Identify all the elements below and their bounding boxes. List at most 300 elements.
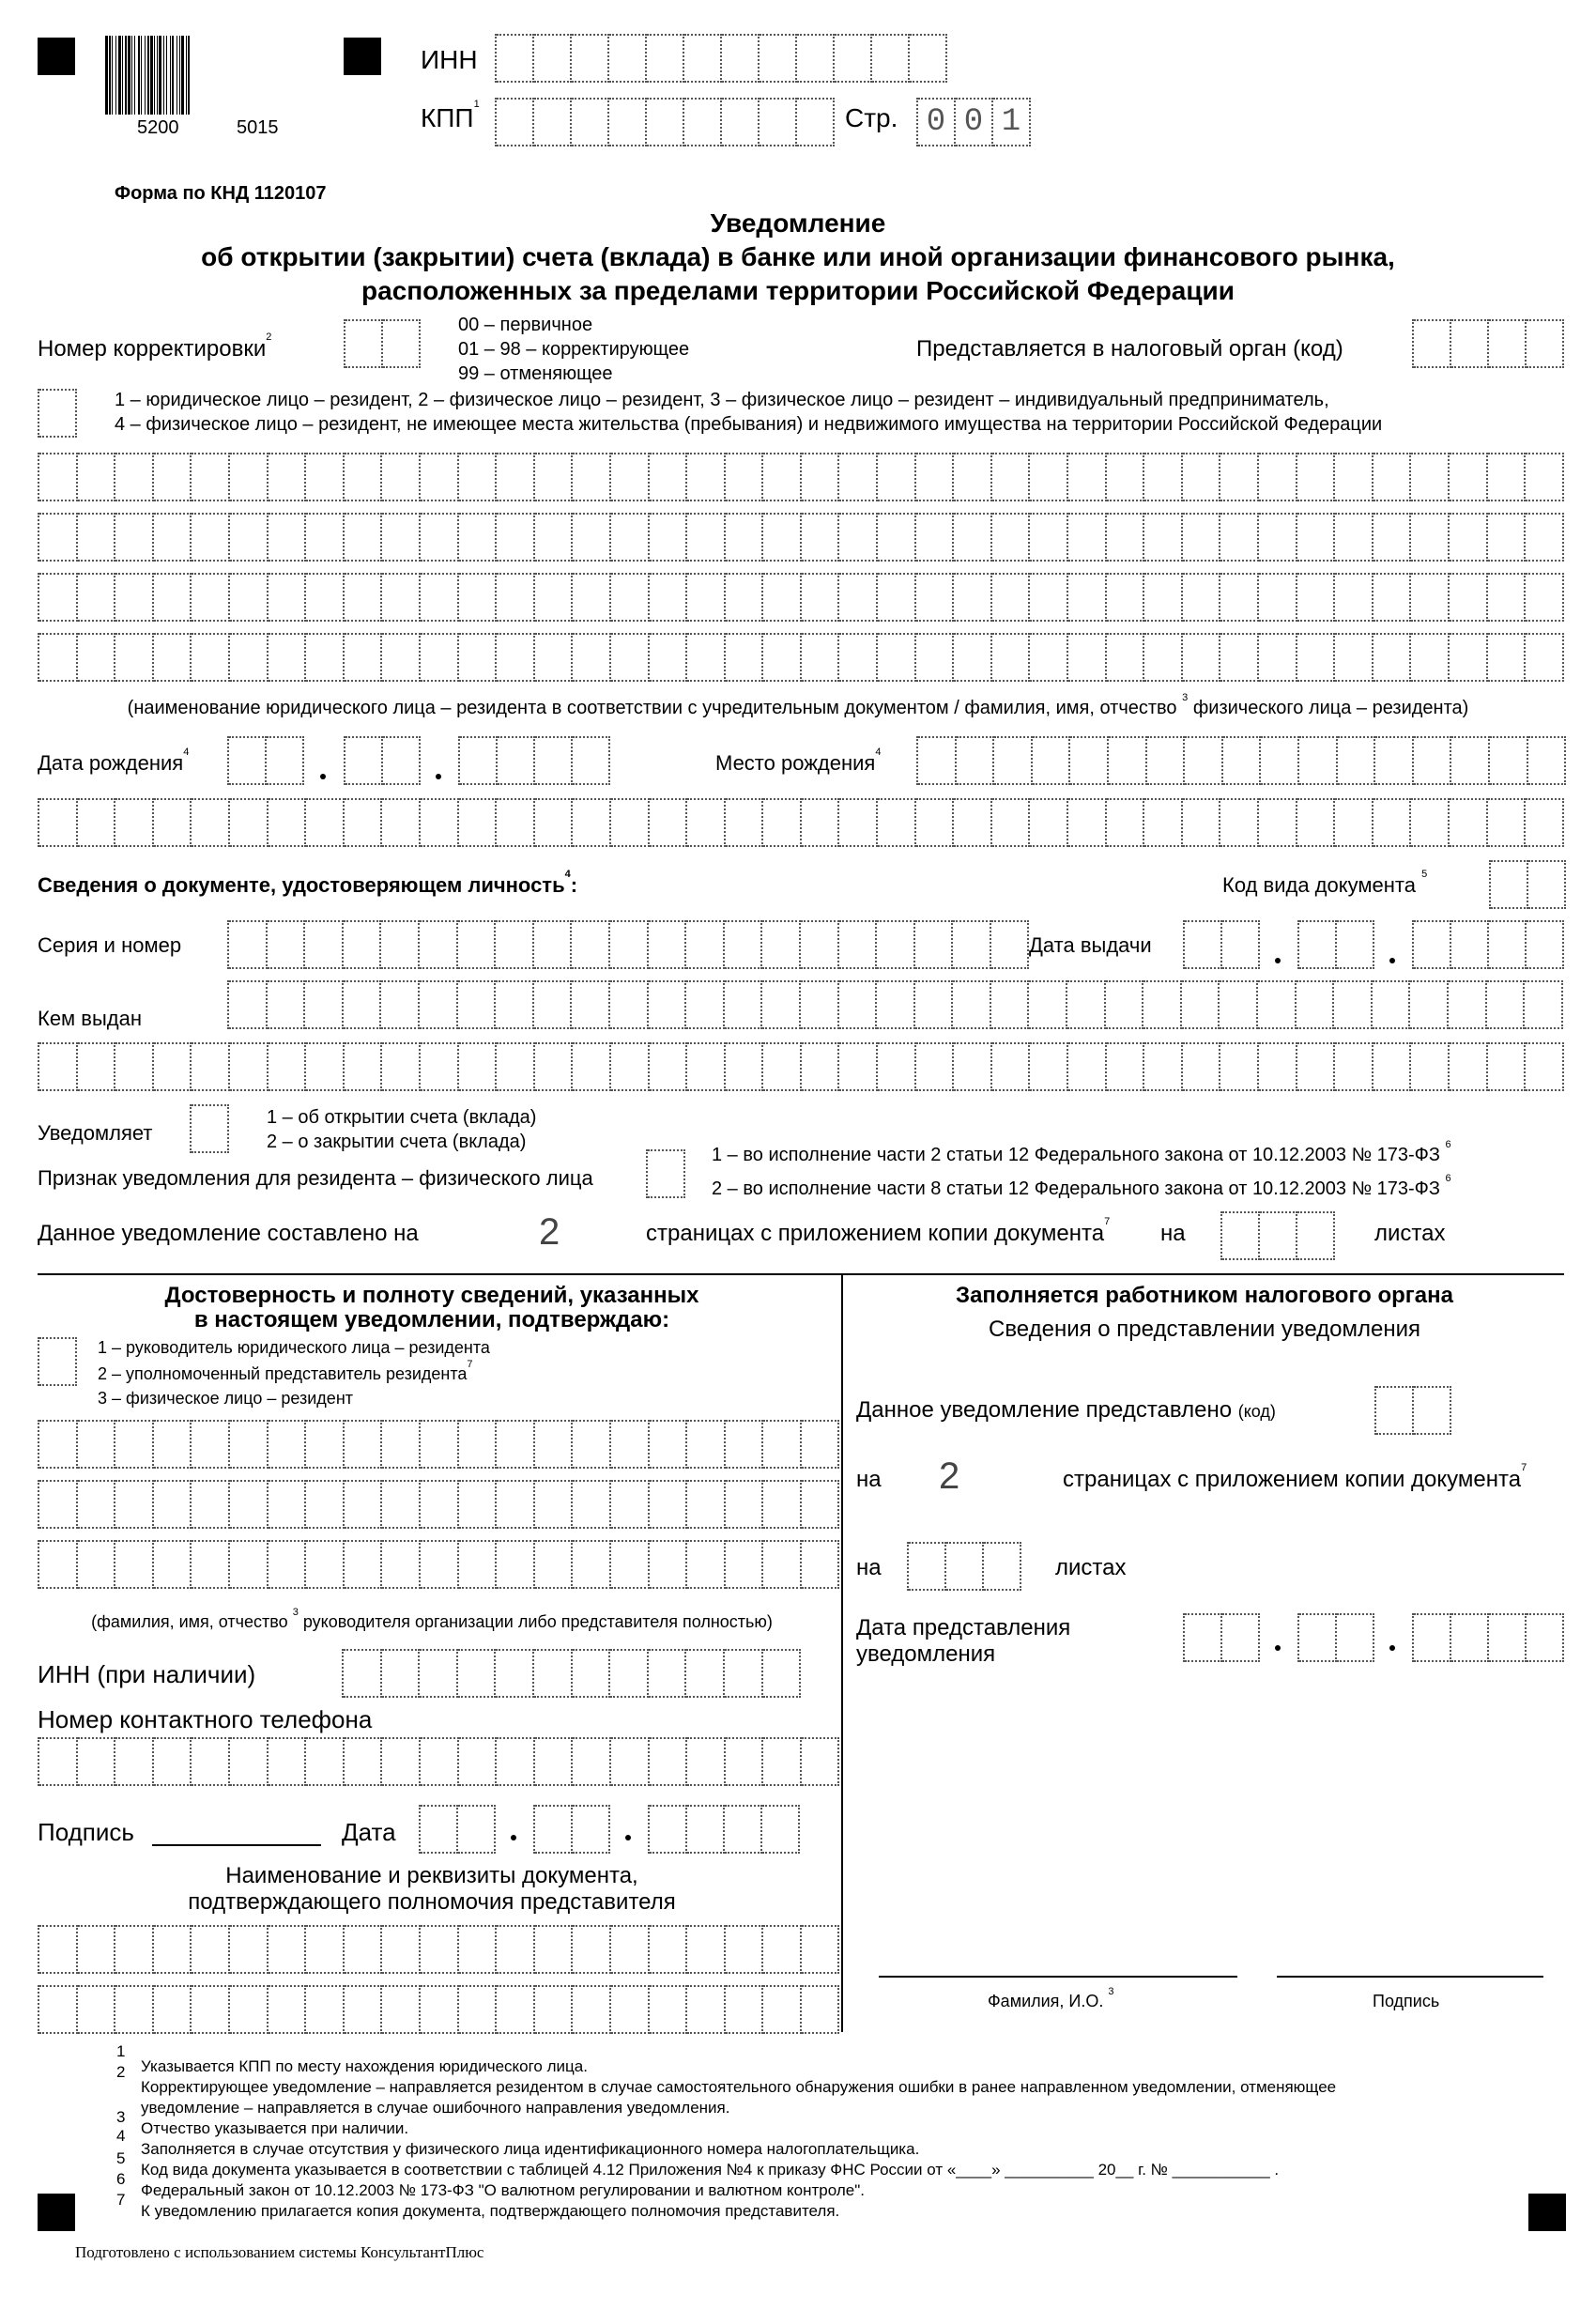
cell[interactable] — [1067, 980, 1106, 1029]
cell[interactable] — [459, 1540, 498, 1589]
tax-org-code-field[interactable] — [1412, 319, 1564, 368]
cell[interactable] — [802, 453, 840, 501]
cell[interactable] — [192, 1540, 230, 1589]
cell[interactable] — [1107, 1042, 1145, 1091]
cell[interactable] — [421, 798, 459, 847]
cell[interactable] — [802, 633, 840, 682]
cell[interactable] — [1182, 980, 1220, 1029]
cell[interactable] — [382, 633, 421, 682]
cell[interactable] — [1451, 920, 1489, 969]
cell[interactable] — [878, 1042, 916, 1091]
cell[interactable] — [802, 1737, 840, 1786]
cell[interactable] — [421, 1480, 459, 1529]
cell[interactable] — [1411, 513, 1450, 562]
cell[interactable] — [991, 920, 1030, 969]
cell[interactable] — [684, 98, 722, 146]
right-year-field[interactable] — [1412, 1613, 1564, 1662]
cell[interactable] — [269, 453, 307, 501]
cell[interactable] — [1299, 920, 1337, 969]
cell[interactable] — [230, 513, 269, 562]
cell[interactable] — [459, 1042, 498, 1091]
cell[interactable] — [684, 34, 722, 83]
cell[interactable] — [78, 1042, 116, 1091]
name-row-1[interactable] — [38, 453, 1564, 501]
cell[interactable] — [39, 1042, 78, 1091]
cell[interactable] — [573, 1042, 611, 1091]
cell[interactable] — [573, 513, 611, 562]
cell[interactable] — [535, 736, 573, 785]
cell[interactable] — [460, 736, 498, 785]
cell[interactable] — [1030, 513, 1068, 562]
cell[interactable] — [421, 1042, 459, 1091]
cell[interactable] — [611, 633, 650, 682]
cell[interactable] — [1490, 736, 1528, 785]
cell[interactable] — [192, 1420, 230, 1469]
cell[interactable] — [909, 1542, 946, 1591]
cell[interactable] — [1527, 920, 1564, 969]
cell[interactable] — [39, 1925, 78, 1974]
issued-by-row-1[interactable] — [227, 980, 1563, 1029]
cell[interactable] — [1450, 573, 1488, 622]
cell[interactable] — [611, 453, 650, 501]
cell[interactable] — [1106, 980, 1144, 1029]
cell[interactable] — [839, 1042, 878, 1091]
cell[interactable] — [154, 513, 192, 562]
sign-day-field[interactable] — [419, 1805, 496, 1854]
cell[interactable] — [1144, 513, 1183, 562]
cell[interactable] — [458, 1805, 496, 1854]
cell[interactable] — [610, 920, 649, 969]
cell[interactable] — [39, 1480, 78, 1529]
cell[interactable] — [420, 1649, 458, 1698]
cell[interactable] — [230, 1042, 269, 1091]
cell[interactable] — [915, 920, 954, 969]
cell[interactable] — [535, 453, 574, 501]
cell[interactable] — [230, 1420, 269, 1469]
cell[interactable] — [1222, 1613, 1260, 1662]
cell[interactable] — [918, 736, 957, 785]
cell[interactable] — [687, 1540, 726, 1589]
cell[interactable] — [1109, 736, 1147, 785]
cell[interactable] — [726, 1480, 764, 1529]
cell[interactable] — [421, 1540, 459, 1589]
cell[interactable] — [78, 513, 116, 562]
signature-line[interactable] — [152, 1844, 321, 1846]
cell[interactable] — [835, 34, 872, 83]
cell[interactable]: 0 — [918, 98, 956, 146]
cell[interactable] — [1261, 736, 1299, 785]
cell[interactable] — [1144, 633, 1183, 682]
cell[interactable] — [611, 1420, 650, 1469]
authority-doc-row-2[interactable] — [38, 1985, 839, 2034]
name-row-2[interactable] — [38, 513, 1564, 562]
cell[interactable] — [115, 1737, 154, 1786]
cell[interactable] — [381, 980, 420, 1029]
cell[interactable] — [763, 573, 802, 622]
cell[interactable] — [872, 34, 910, 83]
cell[interactable] — [1337, 920, 1374, 969]
cell[interactable] — [497, 798, 535, 847]
birth-place-row-1[interactable] — [916, 736, 1566, 785]
cell[interactable] — [839, 798, 878, 847]
cell[interactable] — [609, 34, 647, 83]
cell[interactable] — [1183, 513, 1221, 562]
cell[interactable] — [229, 980, 268, 1029]
cell[interactable] — [1373, 798, 1412, 847]
cell[interactable] — [649, 980, 687, 1029]
cell[interactable] — [382, 1540, 421, 1589]
cell[interactable] — [534, 98, 572, 146]
cell[interactable] — [269, 1420, 307, 1469]
cell[interactable] — [760, 34, 797, 83]
cell[interactable] — [382, 798, 421, 847]
cell[interactable] — [535, 1985, 574, 2034]
cell[interactable] — [611, 1925, 650, 1974]
cell[interactable] — [345, 736, 383, 785]
cell[interactable] — [946, 1542, 984, 1591]
cell[interactable] — [1183, 798, 1221, 847]
cell[interactable] — [381, 920, 420, 969]
cell[interactable] — [459, 633, 498, 682]
cell[interactable] — [115, 1042, 154, 1091]
cell[interactable] — [39, 1737, 78, 1786]
cell[interactable] — [497, 1042, 535, 1091]
cell[interactable] — [954, 633, 992, 682]
cell[interactable] — [78, 1925, 116, 1974]
cell[interactable] — [345, 1985, 383, 2034]
authority-doc-row-1[interactable] — [38, 1925, 839, 1974]
cell[interactable] — [726, 1985, 764, 2034]
cell[interactable] — [802, 1540, 840, 1589]
cell[interactable] — [1220, 513, 1259, 562]
cell[interactable] — [687, 513, 726, 562]
cell[interactable] — [382, 1420, 421, 1469]
correction-number-field[interactable] — [344, 319, 421, 368]
cell[interactable] — [1527, 319, 1564, 368]
cell[interactable] — [39, 573, 78, 622]
cell[interactable] — [1376, 1386, 1414, 1435]
cell[interactable] — [801, 920, 839, 969]
cell[interactable] — [611, 513, 650, 562]
cell[interactable] — [649, 1649, 687, 1698]
cell[interactable] — [726, 1925, 764, 1974]
cell[interactable] — [611, 573, 650, 622]
cell[interactable] — [763, 453, 802, 501]
cell[interactable] — [1220, 798, 1259, 847]
officer-signature-line[interactable] — [1277, 1976, 1543, 1978]
cell[interactable] — [78, 453, 116, 501]
cell[interactable] — [345, 573, 383, 622]
cell[interactable] — [1489, 920, 1527, 969]
cell[interactable] — [763, 1925, 802, 1974]
cell[interactable] — [1414, 1386, 1451, 1435]
cell[interactable] — [763, 798, 802, 847]
cell[interactable] — [1068, 633, 1107, 682]
cell[interactable] — [610, 980, 649, 1029]
cell[interactable] — [647, 98, 684, 146]
cell[interactable] — [763, 1480, 802, 1529]
cell[interactable] — [458, 920, 497, 969]
cell[interactable] — [268, 980, 306, 1029]
cell[interactable] — [306, 1925, 345, 1974]
cell[interactable] — [910, 34, 947, 83]
issue-year-field[interactable] — [1412, 920, 1564, 969]
cell[interactable] — [573, 1480, 611, 1529]
cell[interactable] — [1030, 798, 1068, 847]
cell[interactable] — [421, 633, 459, 682]
page-number-field[interactable] — [916, 98, 1031, 146]
cell[interactable] — [992, 798, 1031, 847]
cell[interactable] — [306, 573, 345, 622]
cell[interactable] — [1259, 453, 1297, 501]
cell[interactable] — [1033, 736, 1071, 785]
cell[interactable] — [421, 1985, 459, 2034]
cell[interactable] — [878, 573, 916, 622]
cell[interactable] — [459, 513, 498, 562]
cell[interactable] — [230, 1480, 269, 1529]
cell[interactable] — [1528, 860, 1566, 909]
cell[interactable] — [1491, 860, 1528, 909]
birth-day-field[interactable] — [227, 736, 304, 785]
cell[interactable] — [763, 1540, 802, 1589]
cell[interactable] — [802, 798, 840, 847]
cell[interactable] — [1489, 1613, 1527, 1662]
cell[interactable] — [1338, 736, 1376, 785]
cell[interactable] — [610, 1649, 649, 1698]
cell[interactable] — [458, 980, 497, 1029]
series-number-field[interactable] — [227, 920, 1029, 969]
cell[interactable] — [878, 453, 916, 501]
cell[interactable] — [39, 1985, 78, 2034]
cell[interactable] — [345, 1737, 383, 1786]
cell[interactable] — [1451, 319, 1489, 368]
cell[interactable] — [650, 453, 688, 501]
cell[interactable] — [230, 1985, 269, 2034]
cell[interactable] — [421, 1925, 459, 1974]
cell[interactable] — [763, 1420, 802, 1469]
cell[interactable] — [421, 513, 459, 562]
cell[interactable] — [192, 1480, 230, 1529]
issue-day-field[interactable] — [1183, 920, 1260, 969]
cell[interactable] — [535, 798, 574, 847]
cell[interactable] — [115, 573, 154, 622]
cell[interactable] — [382, 1649, 421, 1698]
cell[interactable] — [1297, 573, 1336, 622]
cell[interactable] — [192, 1925, 230, 1974]
cell[interactable] — [687, 573, 726, 622]
cell[interactable] — [573, 798, 611, 847]
cell[interactable] — [192, 1737, 230, 1786]
cell[interactable] — [1414, 1613, 1451, 1662]
cell[interactable] — [1411, 573, 1450, 622]
cell[interactable] — [1488, 633, 1527, 682]
cell[interactable] — [1029, 980, 1067, 1029]
cell[interactable] — [192, 1104, 229, 1153]
right-day-field[interactable] — [1183, 1613, 1260, 1662]
cell[interactable] — [878, 633, 916, 682]
cell[interactable] — [1488, 798, 1527, 847]
cell[interactable] — [1220, 980, 1258, 1029]
cell[interactable] — [78, 1540, 116, 1589]
cell[interactable] — [797, 34, 835, 83]
cell[interactable] — [726, 1737, 764, 1786]
birth-month-field[interactable] — [344, 736, 421, 785]
cell[interactable] — [1259, 633, 1297, 682]
cell[interactable] — [267, 736, 304, 785]
cell[interactable] — [916, 633, 955, 682]
cell[interactable] — [1451, 736, 1490, 785]
cell[interactable] — [459, 573, 498, 622]
cell[interactable] — [115, 1540, 154, 1589]
cell[interactable] — [497, 573, 535, 622]
cell[interactable] — [802, 1985, 840, 2034]
cell[interactable] — [1373, 1042, 1412, 1091]
cell[interactable] — [497, 1420, 535, 1469]
cell[interactable] — [269, 633, 307, 682]
cell[interactable] — [1299, 1613, 1337, 1662]
cell[interactable] — [916, 453, 955, 501]
cell[interactable] — [306, 1540, 345, 1589]
cell[interactable] — [801, 980, 839, 1029]
cell[interactable] — [1144, 573, 1183, 622]
cell[interactable] — [650, 1737, 688, 1786]
cell[interactable] — [1528, 736, 1567, 785]
cell[interactable] — [497, 513, 535, 562]
cell[interactable] — [1375, 736, 1414, 785]
cell[interactable] — [1107, 513, 1145, 562]
cell[interactable] — [1450, 798, 1488, 847]
cell[interactable] — [305, 980, 344, 1029]
signer-name-row-3[interactable] — [38, 1540, 839, 1589]
cell[interactable] — [115, 1480, 154, 1529]
cell[interactable] — [154, 1042, 192, 1091]
cell[interactable] — [762, 1805, 800, 1854]
cell[interactable] — [535, 1540, 574, 1589]
cell[interactable] — [573, 1737, 611, 1786]
cell[interactable] — [954, 1042, 992, 1091]
cell[interactable] — [535, 573, 574, 622]
cell[interactable] — [1450, 513, 1488, 562]
cell[interactable] — [306, 1420, 345, 1469]
cell[interactable] — [1220, 1042, 1259, 1091]
cell[interactable] — [647, 34, 684, 83]
cell[interactable] — [497, 453, 535, 501]
cell[interactable] — [726, 1420, 764, 1469]
cell[interactable] — [1147, 736, 1186, 785]
cell[interactable] — [306, 1042, 345, 1091]
cell[interactable] — [345, 1480, 383, 1529]
cell[interactable] — [345, 1420, 383, 1469]
cell[interactable] — [687, 1925, 726, 1974]
cell[interactable] — [1183, 453, 1221, 501]
cell[interactable] — [650, 798, 688, 847]
cell[interactable] — [230, 573, 269, 622]
cell[interactable] — [726, 1042, 764, 1091]
issue-month-field[interactable] — [1297, 920, 1374, 969]
cell[interactable] — [154, 1420, 192, 1469]
cell[interactable] — [1335, 513, 1373, 562]
cell[interactable] — [1220, 573, 1259, 622]
cell[interactable] — [687, 1985, 726, 2034]
cell[interactable] — [687, 633, 726, 682]
cell[interactable] — [1223, 736, 1262, 785]
cell[interactable] — [497, 1925, 535, 1974]
cell[interactable] — [722, 98, 760, 146]
cell[interactable] — [1488, 513, 1527, 562]
cell[interactable] — [1144, 1042, 1183, 1091]
cell[interactable] — [459, 798, 498, 847]
cell[interactable] — [954, 513, 992, 562]
birth-year-field[interactable] — [458, 736, 610, 785]
cell[interactable] — [726, 453, 764, 501]
cell[interactable] — [878, 513, 916, 562]
cell[interactable] — [687, 453, 726, 501]
cell[interactable] — [687, 1737, 726, 1786]
cell[interactable] — [459, 1925, 498, 1974]
cell[interactable] — [1450, 1042, 1488, 1091]
cell[interactable] — [1414, 920, 1451, 969]
cell[interactable] — [650, 1985, 688, 2034]
cell[interactable] — [650, 1805, 687, 1854]
cell[interactable] — [763, 1042, 802, 1091]
cell[interactable] — [344, 980, 382, 1029]
cell[interactable] — [1259, 573, 1297, 622]
cell[interactable] — [534, 1649, 573, 1698]
cell[interactable] — [611, 1540, 650, 1589]
cell[interactable] — [1259, 798, 1297, 847]
cell[interactable] — [573, 1420, 611, 1469]
cell[interactable] — [306, 453, 345, 501]
cell[interactable] — [305, 920, 344, 969]
cell[interactable] — [269, 798, 307, 847]
cell[interactable] — [345, 1540, 383, 1589]
cell[interactable] — [1373, 980, 1411, 1029]
cell[interactable] — [611, 1480, 650, 1529]
cell[interactable]: 1 — [993, 98, 1031, 146]
cell[interactable] — [725, 1649, 763, 1698]
signer-inn-field[interactable] — [342, 1649, 801, 1698]
cell[interactable] — [573, 736, 610, 785]
cell[interactable] — [992, 453, 1031, 501]
cell[interactable] — [497, 1480, 535, 1529]
cell[interactable] — [306, 1480, 345, 1529]
cell[interactable] — [839, 980, 878, 1029]
cell[interactable] — [916, 573, 955, 622]
cell[interactable] — [154, 1737, 192, 1786]
cell[interactable] — [306, 1737, 345, 1786]
cell[interactable] — [496, 980, 534, 1029]
cell[interactable] — [269, 1737, 307, 1786]
cell[interactable] — [726, 633, 764, 682]
birth-place-row-2[interactable] — [38, 798, 1564, 847]
cell[interactable] — [1450, 453, 1488, 501]
cell[interactable] — [382, 1480, 421, 1529]
cell[interactable] — [992, 573, 1031, 622]
cell[interactable] — [1411, 453, 1450, 501]
cell[interactable] — [991, 980, 1030, 1029]
cell[interactable] — [535, 1805, 573, 1854]
cell[interactable] — [345, 453, 383, 501]
cell[interactable] — [763, 1737, 802, 1786]
cell[interactable] — [1337, 1613, 1374, 1662]
cell[interactable] — [1220, 453, 1259, 501]
cell[interactable] — [269, 573, 307, 622]
cell[interactable] — [1414, 319, 1451, 368]
cell[interactable] — [1335, 798, 1373, 847]
cell[interactable] — [154, 1925, 192, 1974]
cell[interactable] — [916, 798, 955, 847]
cell[interactable] — [229, 736, 267, 785]
